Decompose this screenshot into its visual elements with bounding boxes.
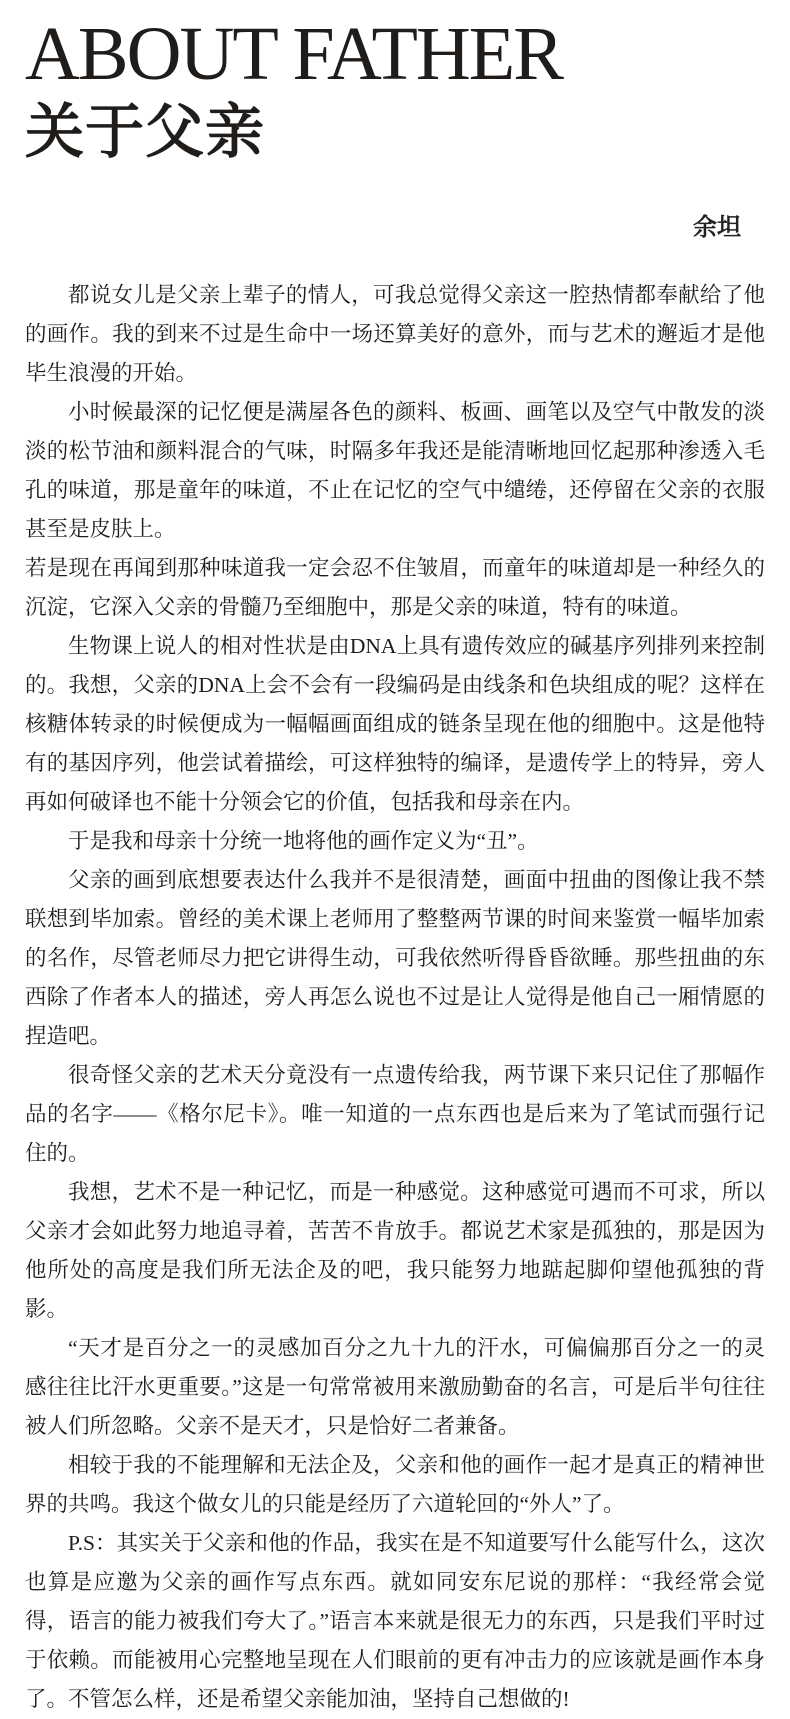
essay-paragraph: P.S：其实关于父亲和他的作品，我实在是不知道要写什么能写什么，这次也算是应邀为父亲的画作写点东西。就如同安东尼说的那样：“我经常会觉得，语言的能力被我们夸大了。”语言本来就是很无力的东西，只是我们平时过于依赖。而能被用心完整地呈现在人们眼前的更有冲击力的应该就是画作本身了。不管怎么样，还是希望父亲能加油，坚持自己想做的! [25, 1531, 765, 1711]
essay-paragraph: 生物课上说人的相对性状是由DNA上具有遗传效应的碱基序列排列来控制的。我想，父亲的DNA上会不会有一段编码是由线条和色块组成的呢？这样在核糖体转录的时候便成为一幅幅画面组成的链条呈现在他的细胞中。这是他特有的基因序列，他尝试着描绘，可这样独特的编译，是遗传学上的特异，旁人再如何破译也不能十分领会它的价值，包括我和母亲在内。 [25, 634, 765, 814]
author-name: 余坦 [693, 215, 741, 241]
essay-body [25, 276, 765, 1719]
essay-paragraph: 相较于我的不能理解和无法企及，父亲和他的画作一起才是真正的精神世界的共鸣。我这个做女儿的只能是经历了六道轮回的“外人”了。 [25, 1453, 765, 1516]
essay-paragraph: 父亲的画到底想要表达什么我并不是很清楚，画面中扭曲的图像让我不禁联想到毕加索。曾经的美术课上老师用了整整两节课的时间来鉴赏一幅毕加索的名作，尽管老师尽力把它讲得生动，可我依然听得昏昏欲睡。那些扭曲的东西除了作者本人的描述，旁人再怎么说也不过是让人觉得是他自己一厢情愿的捏造吧。 [25, 868, 765, 1048]
essay-paragraph: 小时候最深的记忆便是满屋各色的颜料、板画、画笔以及空气中散发的淡淡的松节油和颜料混合的气味，时隔多年我还是能清晰地回忆起那种渗透入毛孔的味道，那是童年的味道，不止在记忆的空气中缱绻，还停留在父亲的衣服甚至是皮肤上。 [25, 400, 765, 541]
essay-paragraph: 我想，艺术不是一种记忆，而是一种感觉。这种感觉可遇而不可求，所以父亲才会如此努力地追寻着，苦苦不肯放手。都说艺术家是孤独的，那是因为他所处的高度是我们所无法企及的吧，我只能努力地踮起脚仰望他孤独的背影。 [25, 1180, 765, 1321]
page-title-chinese: 关于父亲 [25, 99, 266, 165]
essay-paragraph: 都说女儿是父亲上辈子的情人，可我总觉得父亲这一腔热情都奉献给了他的画作。我的到来不过是生命中一场还算美好的意外，而与艺术的邂逅才是他毕生浪漫的开始。 [25, 283, 765, 385]
essay-paragraph: 于是我和母亲十分统一地将他的画作定义为“丑”。 [68, 829, 539, 853]
essay-paragraph: 若是现在再闻到那种味道我一定会忍不住皱眉，而童年的味道却是一种经久的沉淀，它深入父亲的骨髓乃至细胞中，那是父亲的味道，特有的味道。 [25, 556, 765, 619]
essay-paragraph: “天才是百分之一的灵感加百分之九十九的汗水，可偏偏那百分之一的灵感往往比汗水更重要。”这是一句常常被用来激励勤奋的名言，可是后半句往往被人们所忽略。父亲不是天才，只是恰好二者兼备。 [25, 1336, 765, 1438]
page-title-english: ABOUT FATHER [25, 12, 562, 96]
essay-paragraph: 很奇怪父亲的艺术天分竟没有一点遗传给我，两节课下来只记住了那幅作品的名字——《格尔尼卡》。唯一知道的一点东西也是后来为了笔试而强行记住的。 [25, 1063, 765, 1165]
